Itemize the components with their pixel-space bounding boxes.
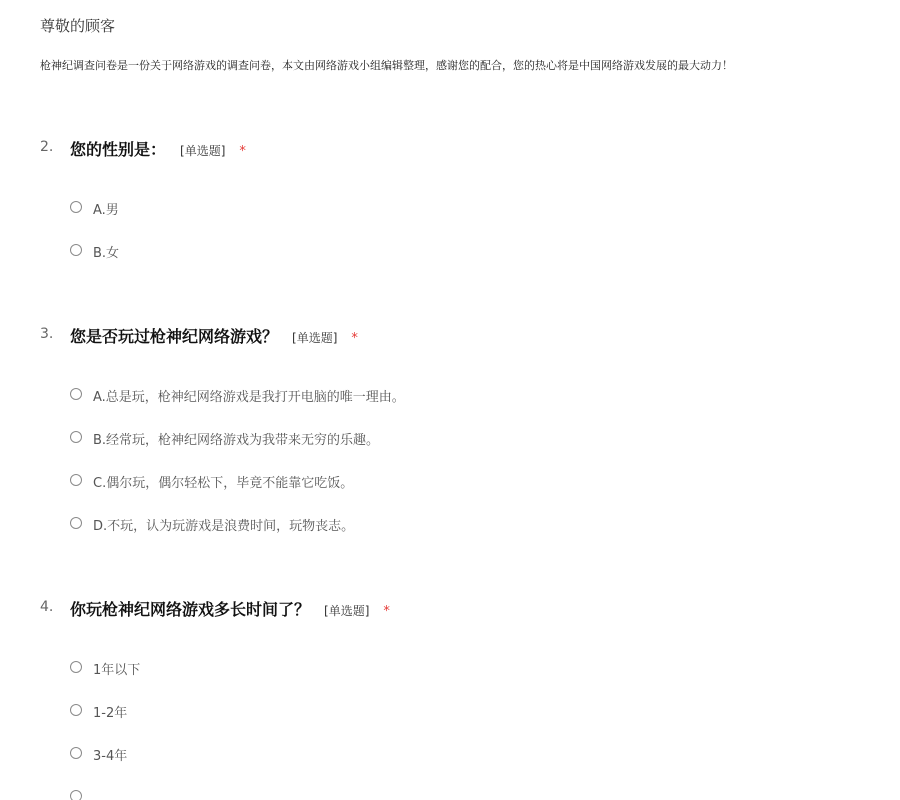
radio-circle-icon[interactable]: [70, 388, 82, 400]
question-number: 3.: [40, 326, 54, 342]
required-marker: *: [383, 604, 390, 619]
option-label[interactable]: A.总是玩，枪神纪网络游戏是我打开电脑的唯一理由。: [93, 390, 405, 405]
option-label[interactable]: 1-2年: [93, 706, 128, 721]
survey-intro: 枪神纪调查问卷是一份关于网络游戏的调查问卷，本文由网络游戏小组编辑整理，感谢您的配合，您的热心将是中国网络游戏发展的最大动力！: [40, 59, 733, 72]
option-label[interactable]: A.男: [93, 203, 119, 218]
question-header: [40, 137, 860, 161]
greeting-heading: 尊敬的顾客: [40, 17, 116, 35]
radio-circle-icon[interactable]: [70, 474, 82, 486]
question-title-text: 你玩枪神纪网络游戏多长时间了？: [70, 600, 311, 619]
option-label[interactable]: 3-4年: [93, 749, 128, 764]
option-label[interactable]: D.不玩，认为玩游戏是浪费时间，玩物丧志。: [93, 519, 355, 534]
question-title: [70, 324, 358, 347]
option-label[interactable]: B.经常玩，枪神纪网络游戏为我带来无穷的乐趣。: [93, 433, 380, 448]
question-2: [40, 137, 860, 261]
question-title-text: 您是否玩过枪神纪网络游戏？: [70, 327, 279, 346]
radio-circle-icon[interactable]: [70, 244, 82, 256]
question-number: 4.: [40, 599, 54, 615]
required-marker: *: [351, 331, 358, 346]
question-3: [40, 324, 860, 534]
radio-circle-icon[interactable]: [70, 517, 82, 529]
question-title-text: 您的性别是：: [70, 140, 167, 159]
radio-circle-icon[interactable]: [70, 661, 82, 673]
required-marker: *: [239, 144, 246, 159]
radio-circle-icon[interactable]: [70, 790, 82, 800]
question-number: 2.: [40, 139, 54, 155]
option-label[interactable]: 1年以下: [93, 663, 141, 678]
question-type: [单选题]: [324, 604, 370, 618]
radio-circle-icon[interactable]: [70, 201, 82, 213]
question-title: [70, 597, 390, 620]
radio-circle-icon[interactable]: [70, 704, 82, 716]
question-title: [70, 137, 246, 160]
radio-circle-icon[interactable]: [70, 431, 82, 443]
option-label[interactable]: B.女: [93, 246, 120, 261]
radio-circle-icon[interactable]: [70, 747, 82, 759]
question-header: [40, 597, 860, 621]
question-4: [40, 597, 860, 764]
question-header: [40, 324, 860, 348]
option-label[interactable]: C.偶尔玩，偶尔轻松下，毕竟不能靠它吃饭。: [93, 476, 354, 491]
question-type: [单选题]: [180, 144, 226, 158]
question-type: [单选题]: [292, 331, 338, 345]
